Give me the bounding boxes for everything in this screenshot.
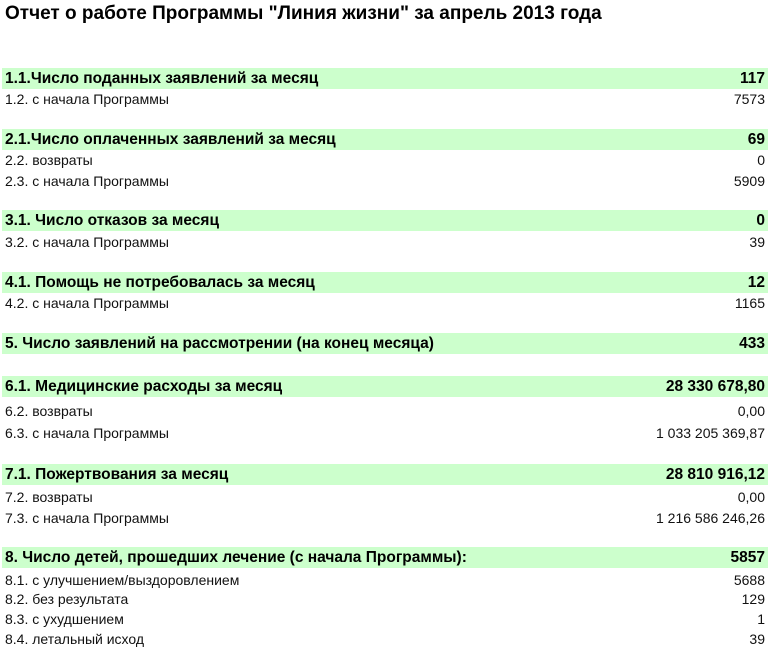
row-value: 5857 <box>730 548 765 566</box>
row-label: 7.2. возвраты <box>5 489 93 505</box>
row-8-2-no-result <box>2 590 768 608</box>
row-value: 433 <box>739 334 765 352</box>
row-value: 0 <box>756 211 765 229</box>
row-label: 6.2. возвраты <box>5 403 93 419</box>
row-value: 39 <box>749 234 765 250</box>
row-1-2-applications-total <box>2 90 768 108</box>
row-value: 129 <box>741 591 765 607</box>
row-value: 5688 <box>733 572 765 588</box>
row-label: 3.1. Число отказов за месяц <box>5 211 219 229</box>
row-2-2-returns <box>2 151 768 169</box>
row-6-3-medical-expenses-total <box>2 424 768 442</box>
row-8-children-treated <box>2 547 768 568</box>
row-7-1-donations-month <box>2 464 768 485</box>
row-value: 117 <box>739 69 765 87</box>
row-label: 8. Число детей, прошедших лечение (с начала Программы): <box>5 548 467 566</box>
row-label: 4.2. с начала Программы <box>5 295 169 311</box>
row-value: 28 810 916,12 <box>665 465 765 483</box>
row-label: 1.1.Число поданных заявлений за месяц <box>5 69 319 87</box>
row-5-pending-applications <box>2 333 768 354</box>
row-value: 7573 <box>733 91 765 107</box>
row-8-1-improved <box>2 571 768 589</box>
row-value: 0,00 <box>737 403 765 419</box>
row-value: 69 <box>747 130 765 148</box>
row-7-3-donations-total <box>2 509 768 527</box>
row-value: 1165 <box>734 295 765 311</box>
row-2-3-paid-total <box>2 172 768 190</box>
row-8-3-worsened <box>2 610 768 628</box>
row-value: 0 <box>757 152 765 168</box>
row-3-1-refusals-month <box>2 210 768 231</box>
row-6-2-returns <box>2 402 768 420</box>
row-label: 7.3. с начала Программы <box>5 510 169 526</box>
row-value: 1 033 205 369,87 <box>656 425 765 441</box>
row-4-1-help-not-needed-month <box>2 272 768 293</box>
row-2-1-paid-month <box>2 129 768 150</box>
row-label: 6.1. Медицинские расходы за месяц <box>5 377 283 395</box>
row-label: 8.4. летальный исход <box>5 631 145 647</box>
row-label: 2.1.Число оплаченных заявлений за месяц <box>5 130 336 148</box>
row-1-1-applications-month <box>2 68 768 89</box>
row-value: 39 <box>749 631 765 647</box>
row-label: 8.1. с улучшением/выздоровлением <box>5 572 240 588</box>
row-label: 4.1. Помощь не потребовалась за месяц <box>5 273 315 291</box>
row-value: 12 <box>747 273 765 291</box>
row-label: 2.2. возвраты <box>5 152 93 168</box>
row-value: 28 330 678,80 <box>665 377 765 395</box>
row-label: 2.3. с начала Программы <box>5 173 169 189</box>
row-value: 0,00 <box>737 489 765 505</box>
row-3-2-refusals-total <box>2 233 768 251</box>
row-label: 1.2. с начала Программы <box>5 91 169 107</box>
row-label: 8.2. без результата <box>5 591 129 607</box>
row-label: 8.3. с ухудшением <box>5 611 124 627</box>
row-value: 1 216 586 246,26 <box>656 510 765 526</box>
row-8-4-lethal-outcome <box>2 630 768 648</box>
page-title: Отчет о работе Программы "Линия жизни" за апрель 2013 года <box>5 3 602 24</box>
row-4-2-help-not-needed-total <box>2 294 768 312</box>
row-label: 7.1. Пожертвования за месяц <box>5 465 229 483</box>
row-label: 3.2. с начала Программы <box>5 234 169 250</box>
row-label: 5. Число заявлений на рассмотрении (на конец месяца) <box>5 334 434 352</box>
row-value: 5909 <box>733 173 765 189</box>
row-label: 6.3. с начала Программы <box>5 425 169 441</box>
row-6-1-medical-expenses-month <box>2 376 768 397</box>
row-7-2-returns <box>2 488 768 506</box>
row-value: 1 <box>757 611 765 627</box>
